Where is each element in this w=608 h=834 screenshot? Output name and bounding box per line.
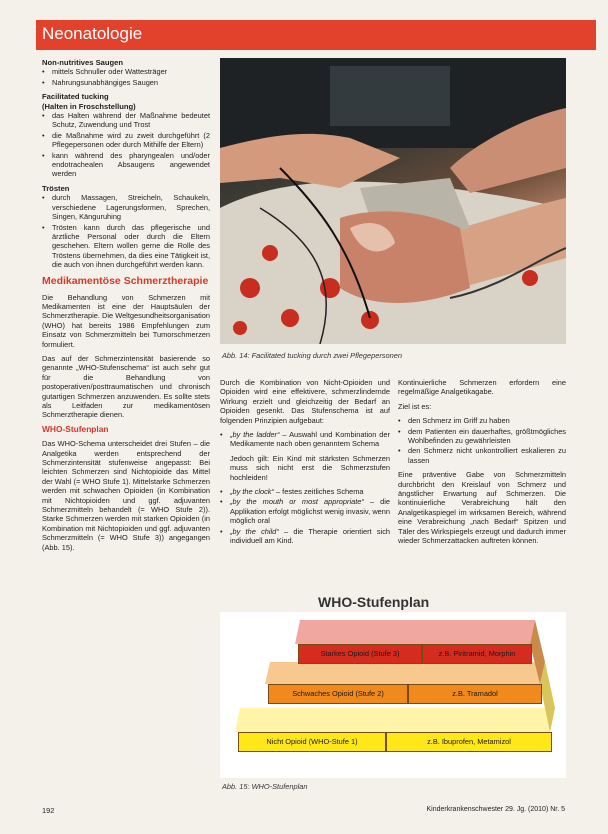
paragraph: Durch die Kombination von Nicht-Opioiden und Opioiden wird eine effektivere, schmerzlindernde Wirkung erzielt und gleichzeitig der Bedarf an Opioiden gesenkt. Das Stufenschema ist auf folgenden Prinzipien aufgebaut: (220, 378, 390, 425)
principle-term: „by the ladder“ (230, 430, 280, 440)
step-2-right: z.B. Tramadol (408, 684, 542, 704)
right-column (398, 378, 566, 551)
facilitated-list (42, 111, 210, 179)
list-item: • Trösten kann durch das pflegerische und ärztliche Personal oder durch die Eltern geschehen. Eltern wollen gerne die Rolle des Tröstens übernehmen, da dies eine Tätigkeit ist, die auch von ihnen durchgeführt werden kann. (42, 223, 210, 270)
left-column (42, 58, 210, 557)
list-item: • dem Patienten ein dauerhaftes, größtmögliches Wohlbefinden zu gewährleisten (398, 427, 566, 446)
heading-medikamentoese: Medikamentöse Schmerztherapie (42, 274, 209, 287)
non-nutritive-list (42, 67, 210, 87)
who-caption: Abb. 15: WHO-Stufenplan (222, 782, 308, 791)
page-number: 192 (42, 806, 55, 815)
paragraph: Die Behandlung von Schmerzen mit Medikamenten ist eine der Hauptsäulen der Schmerztherapie. Die Weltgesundheitsorganisation (WHO) hat bereits 1986 Empfehlungen zum Einsatz von Schmerzmitteln bei Tumorschmerzen formuliert. (42, 292, 210, 349)
paragraph: Eine präventive Gabe von Schmerzmitteln durchbricht den Kreislauf von Schmerz und ängstlicher Erwartung auf Schmerzen. Die kontinuierliche Verabreichung hält den Analgetikaspiegel im wirksamen Bereich, während eine Verabreichung „nach Bedarf“ Spitzen und Täler des Wirkspiegels erzeugt und dadurch immer wieder Schmerzattacken auftreten können. (398, 470, 566, 546)
principle-term: „by the mouth or most appropriate“ (230, 497, 364, 507)
list-item (220, 527, 390, 546)
paragraph-note: Jedoch gilt: Ein Kind mit stärksten Schmerzen muss sich nicht erst die Schmerzstufen hochleiden! (230, 453, 390, 482)
principle-text: – festes zeitliches Schema (273, 487, 364, 497)
step-3-left: Starkes Opioid (Stufe 3) (298, 644, 422, 664)
photo-caption: Abb. 14: Facilitated tucking durch zwei Pflegepersonen (222, 351, 402, 360)
list-item: • Nahrungsunabhängiges Saugen (42, 78, 210, 87)
list-item: • die Maßnahme wird zu zweit durchgeführt (2 Pflegepersonen oder durch Mithilfe der Eltern) (42, 131, 210, 150)
photo-facilitated-tucking (220, 58, 566, 344)
principle-text: – die Therapie orientiert sich individuell am Kind. (230, 526, 390, 546)
list-item (220, 497, 390, 525)
journal-footer: Kinderkrankenschwester 29. Jg. (2010) Nr. 5 (426, 806, 565, 813)
principle-text: – Auswahl und Kombination der Medikamente nach oben genanntem Schema (230, 430, 390, 449)
paragraph: Ziel ist es: (398, 401, 432, 411)
heading-facilitated-sub: (Halten in Froschstellung) (42, 101, 136, 111)
principles-list-b (220, 487, 390, 545)
list-item (220, 487, 390, 496)
step-1-left: Nicht Opioid (WHO-Stufe 1) (238, 732, 386, 752)
who-diagram-title: WHO-Stufenplan (318, 594, 430, 610)
list-item (220, 430, 390, 449)
troesten-list (42, 193, 210, 269)
paragraph: Kontinuierliche Schmerzen erfordern eine regelmäßige Analgetikagabe. (398, 378, 566, 397)
principles-list-a (220, 430, 390, 449)
list-item: • das Halten während der Maßnahme bedeutet Schutz, Zuwendung und Trost (42, 111, 210, 130)
step-1-right: z.B. Ibuprofen, Metamizol (386, 732, 552, 752)
paragraph: Das auf der Schmerzintensität basierende so genannte „WHO-Stufenschema“ ist auch sehr gut für die Behandlung von postoperativen/posttraumatischen und chronisch gutartigen Schmerzen anzuwenden. Es sollte stets als Leitfaden zur medikamentösen Schmerztherapie dienen. (42, 353, 210, 420)
principle-text: – die Applikation erfolgt möglichst wenig invasiv, wenn möglich oral (230, 497, 390, 526)
middle-column (220, 378, 390, 551)
step-2-left: Schwaches Opioid (Stufe 2) (268, 684, 408, 704)
list-item: • mittels Schnuller oder Wattesträger (42, 67, 210, 76)
heading-troesten: Trösten (42, 183, 70, 193)
incubator-photo-illustration (220, 58, 566, 344)
principle-term: „by the clock“ (230, 487, 274, 497)
list-item: • durch Massagen, Streicheln, Schaukeln, verschiedene Lagerungsformen, Sprechen, Singen, Känguruhing (42, 193, 210, 221)
heading-facilitated-tucking: Facilitated tucking (42, 92, 109, 102)
who-stufenplan-diagram (220, 612, 566, 778)
heading-who-stufenplan: WHO-Stufenplan (42, 423, 109, 434)
list-item: • den Schmerz nicht unkontrolliert eskalieren zu lassen (398, 446, 566, 465)
list-item: • kann während des pharyngealen und/oder endotrachealen Absaugens angewendet werden (42, 151, 210, 179)
step-3-right: z.B. Piritramid, Morphin (422, 644, 532, 664)
goals-list (398, 416, 566, 465)
section-title: Neonatologie (42, 24, 143, 43)
list-item: • den Schmerz im Griff zu haben (398, 416, 566, 425)
paragraph: Das WHO-Schema unterscheidet drei Stufen – die Analgetika werden entsprechend der Schmerzintensität stufenweise angepasst: Bei leichten Schmerzen sind Nichtopioide das Mittel der Wahl (= WHO Stufe 1). Mittelstarke Schmerzen werden mit schwachen Opioiden (in Kombination mit Nichtopioiden und ggf. adjuvanten Schmerzmitteln behandelt (= WHO Stufe 2)). Starke Schmerzen werden mit starken Opioiden (in Kombination mit Nichtopioiden und ggf. adjuvanten Schmerzmitteln (= WHO Stufe 3)) angegangen (Abb. 15). (42, 439, 210, 552)
heading-non-nutritive: Non-nutritives Saugen (42, 58, 124, 67)
principle-term: „by the child“ (230, 526, 279, 536)
section-header (36, 20, 596, 50)
